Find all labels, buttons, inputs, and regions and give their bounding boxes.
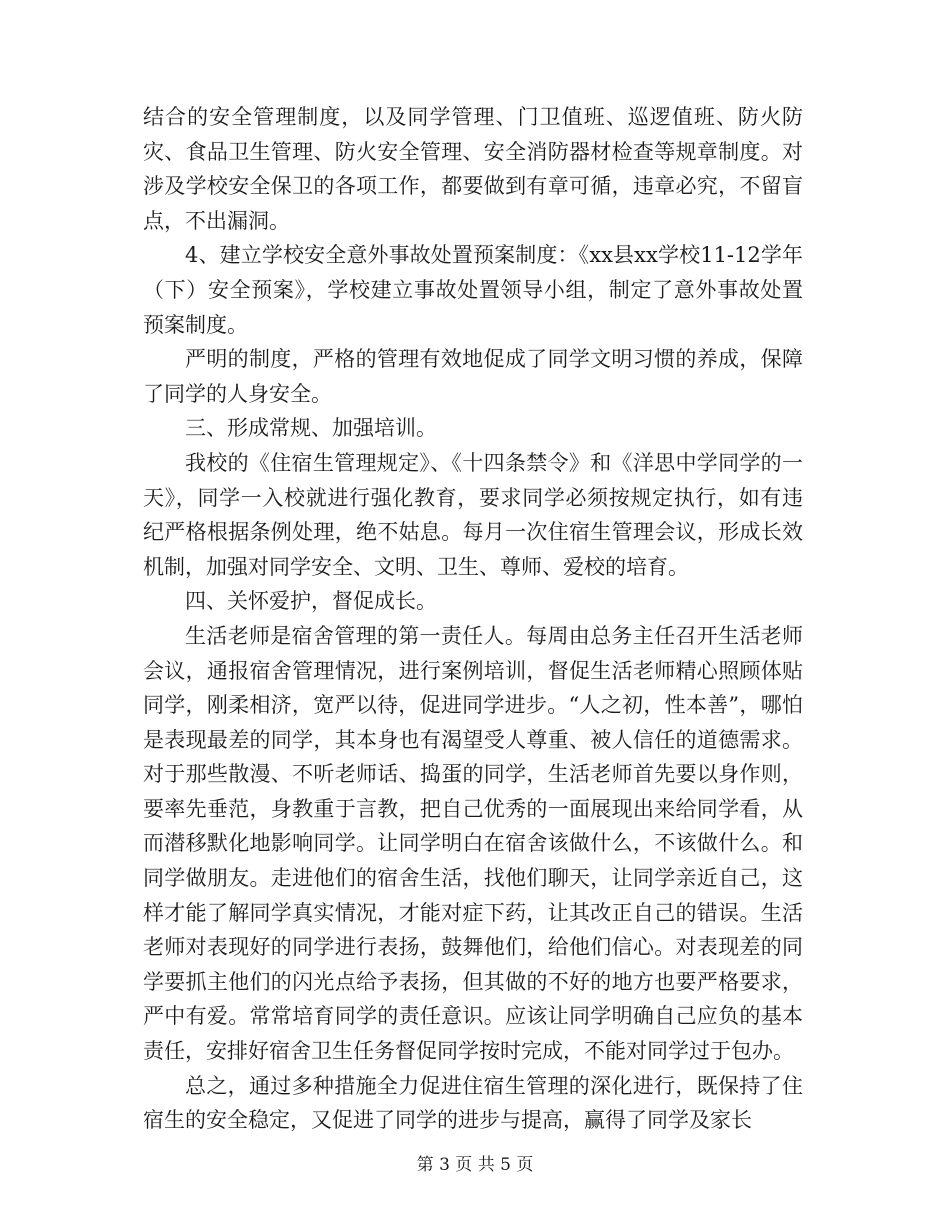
paragraph: 我校的《住宿生管理规定》、《十四条禁令》和《洋思中学同学的一天》，同学一入校就进行强化教育，要求同学必须按规定执行，如有违纪严格根据条例处理，绝不姑息。每月一次住宿生管理会议，形成长效机制，加强对同学安全、文明、卫生、尊师、爱校的培育。 — [143, 450, 803, 579]
page-number-footer: 第 3 页 共 5 页 — [416, 1155, 534, 1175]
paragraph: 4、建立学校安全意外事故处置预案制度：《xx县xx学校11-12学年（下）安全预案》，学校建立事故处置领导小组，制定了意外事故处置预案制度。 — [143, 243, 803, 337]
document-page — [143, 100, 803, 1138]
paragraph: 生活老师是宿舍管理的第一责任人。每周由总务主任召开生活老师会议，通报宿舍管理情况，进行案例培训，督促生活老师精心照顾体贴同学，刚柔相济，宽严以待，促进同学进步。“人之初，性本善”，哪怕是表现最差的同学，其本身也有渴望受人尊重、被人信任的道德需求。对于那些散漫、不听老师话、捣蛋的同学，生活老师首先要以身作则，要率先垂范，身教重于言教，把自己优秀的一面展现出来给同学看，从而潜移默化地影响同学。让同学明白在宿舍该做什么，不该做什么。和同学做朋友。走进他们的宿舍生活，找他们聊天，让同学亲近自己，这样才能了解同学真实情况，才能对症下药，让其改正自己的错误。生活老师对表现好的同学进行表扬，鼓舞他们，给他们信心。对表现差的同学要抓主他们的闪光点给予表扬，但其做的不好的地方也要严格要求，严中有爱。常常培育同学的责任意识。应该让同学明确自己应负的基本责任，安排好宿舍卫生任务督促同学按时完成，不能对同学过于包办。 — [143, 623, 803, 1064]
paragraph: 严明的制度，严格的管理有效地促成了同学文明习惯的养成，保障了同学的人身安全。 — [143, 347, 803, 406]
paragraph: 结合的安全管理制度，以及同学管理、门卫值班、巡逻值班、防火防灾、食品卫生管理、防火安全管理、安全消防器材检查等规章制度。对涉及学校安全保卫的各项工作，都要做到有章可循，违章必究，不留盲点，不出漏洞。 — [143, 105, 803, 233]
section-heading: 四、关怀爱护，督促成长。 — [185, 589, 437, 614]
section-heading: 三、形成常规、加强培训。 — [185, 416, 437, 441]
paragraph: 总之，通过多种措施全力促进住宿生管理的深化进行，既保持了住宿生的安全稳定，又促进了同学的进步与提高，赢得了同学及家长 — [143, 1073, 803, 1133]
